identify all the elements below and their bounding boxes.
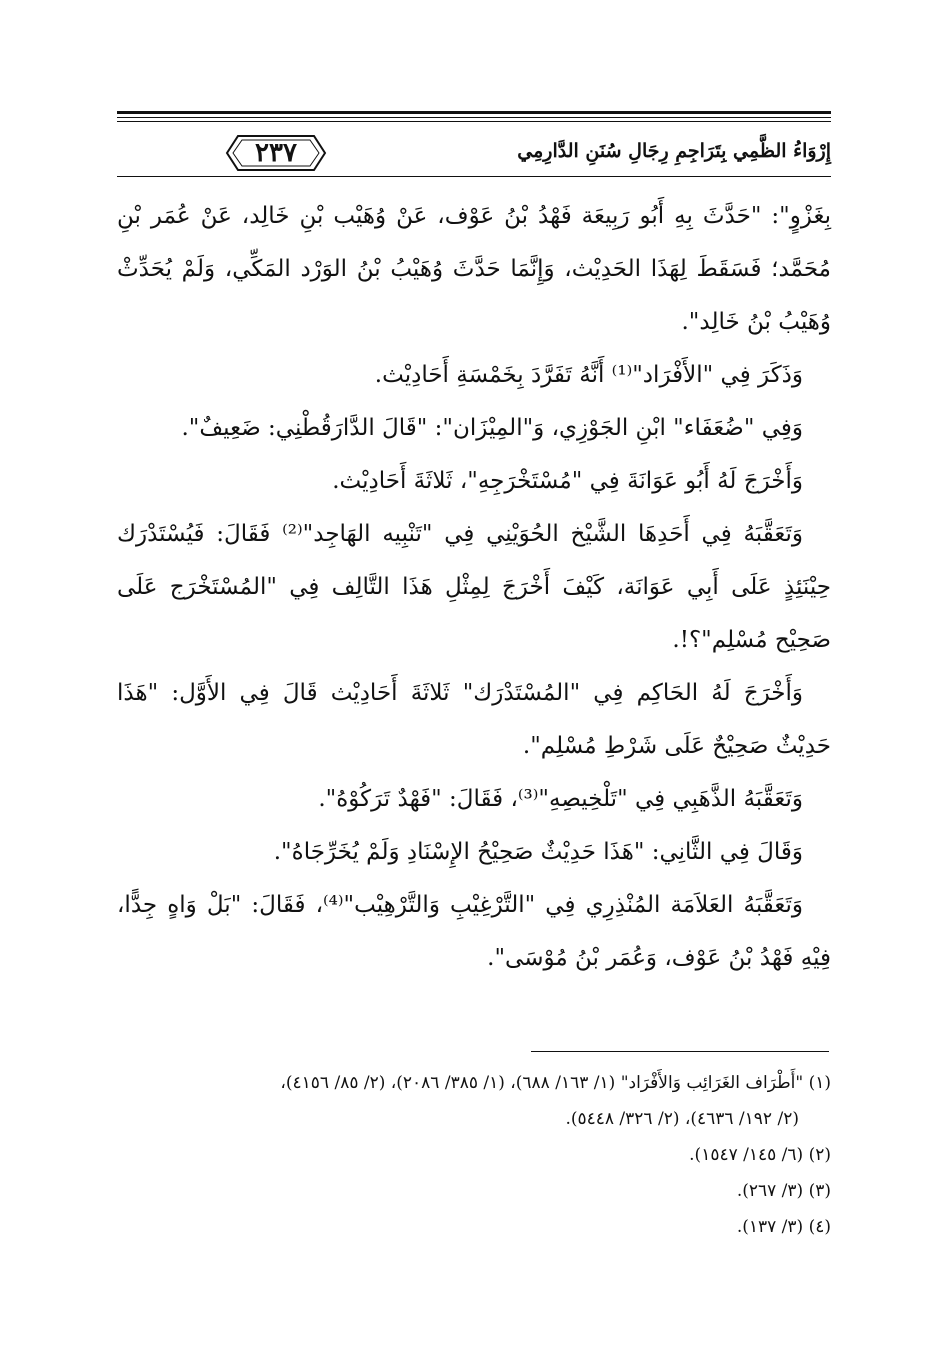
paragraph: وَأَخْرَجَ لَهُ الحَاكِم فِي "المُسْتَدْرَك" ثَلاثَةَ أَحَادِيْث قَالَ فِي الأَوَّل: "هَذَا حَدِيْثٌ صَحِيْحٌ عَلَى شَرْطِ مُسْلِم". [117,680,831,759]
paragraph: وَتَعَقَّبَهُ الذَّهَبِي فِي "تَلْخِيصِهِ"⁽³⁾، فَقَالَ: "فَهْدٌ تَرَكُوْهُ". [318,786,803,812]
footnotes [117,1065,831,1245]
paragraph: وَتَعَقَّبَهُ فِي أَحَدِهَا الشَّيْخ الحُوَيْنِي فِي "تَنْبِيه الهَاجِد"⁽²⁾ فَقَالَ: فَيُسْتَدْرَك حِيْنَئِذٍ عَلَى أَبِي عَوَانَة، كَيْفَ أَخْرَجَ لِمِثْلِ هَذَا التَّالِف فِي "المُسْتَخْرَج عَلَى صَحِيْح مُسْلِم"؟!. [117,521,831,653]
footnote: (٤) (٣/ ١٣٧). [736,1217,831,1237]
paragraph: وَفِي "ضُعَفَاء" ابْنِ الجَوْزِي، وَ"المِيْزَان": "قَالَ الدَّارَقُطْنِي: ضَعِيفٌ". [181,415,803,441]
footnote: (٢) (٦/ ١٤٥/ ١٥٤٧). [689,1145,831,1165]
footnote-continuation: (٢/ ١٩٢/ ٤٦٣٦)، (٢/ ٣٢٦/ ٥٤٤٨). [565,1109,799,1129]
page-number-badge [224,133,328,173]
header-rule-middle [117,117,831,118]
header-rule-lower [117,121,831,122]
paragraph: بِغَزْوٍ": "حَدَّثَ بِهِ أَبُو رَبِيعَة فَهْدُ بْنُ عَوْف، عَنْ وُهَيْب بْنِ خَالِد، عَنْ عُمَر بْنِ مُحَمَّد؛ فَسَقَطَ لِهَذَا الحَدِيْث، وَإِنَّمَا حَدَّثَ وُهَيْبُ بْنُ الوَرْد المَكِّي، وَلَمْ يُحَدِّثْ وُهَيْبُ بْنُ خَالِد". [117,203,831,335]
footnote: (٣) (٣/ ٢٦٧). [736,1181,831,1201]
header-underline [117,176,831,177]
paragraph: وَتَعَقَّبَهُ العَلاَمَة المُنْذِرِي فِي "التَّرْغِيْبِ وَالتَّرْهِيْب"⁽⁴⁾، فَقَالَ: "بَلْ وَاهٍ جِدًّا، فِيْهِ فَهْدُ بْنُ عَوْف، وَعُمَر بْنُ مُوْسَى". [117,892,831,971]
running-header-title: إِرْوَاءُ الظَّمِي بِتَرَاجِمِ رِجَالِ سُنَنِ الدَّارِمِي [517,140,831,162]
page-number: ٢٣٧ [255,138,297,168]
paragraph: وَذَكَرَ فِي "الأَفْرَاد"⁽¹⁾ أَنَّهُ تَفَرَّدَ بِخَمْسَةِ أَحَادِيْث. [374,362,803,388]
paragraph: وَقَالَ فِي الثَّانِي: "هَذَا حَدِيْثٌ صَحِيْحُ الإِسْنَادِ وَلَمْ يُخَرِّجَاهُ". [273,839,803,865]
main-text [117,190,831,985]
footnote-separator [531,1051,829,1052]
paragraph: وَأَخْرَجَ لَهُ أَبُو عَوَانَةَ فِي "مُسْتَخْرَجِهِ"، ثَلاثَةَ أَحَادِيْث. [332,468,803,494]
header-rule-top [117,111,831,114]
footnote: (١) "أَطْرَاف الغَرَائِب وَالأَفْرَاد" (١/ ١٦٣/ ٦٨٨)، (١/ ٣٨٥/ ٢٠٨٦)، (٢/ ٨٥/ ٤١٥٦)، [280,1073,831,1093]
